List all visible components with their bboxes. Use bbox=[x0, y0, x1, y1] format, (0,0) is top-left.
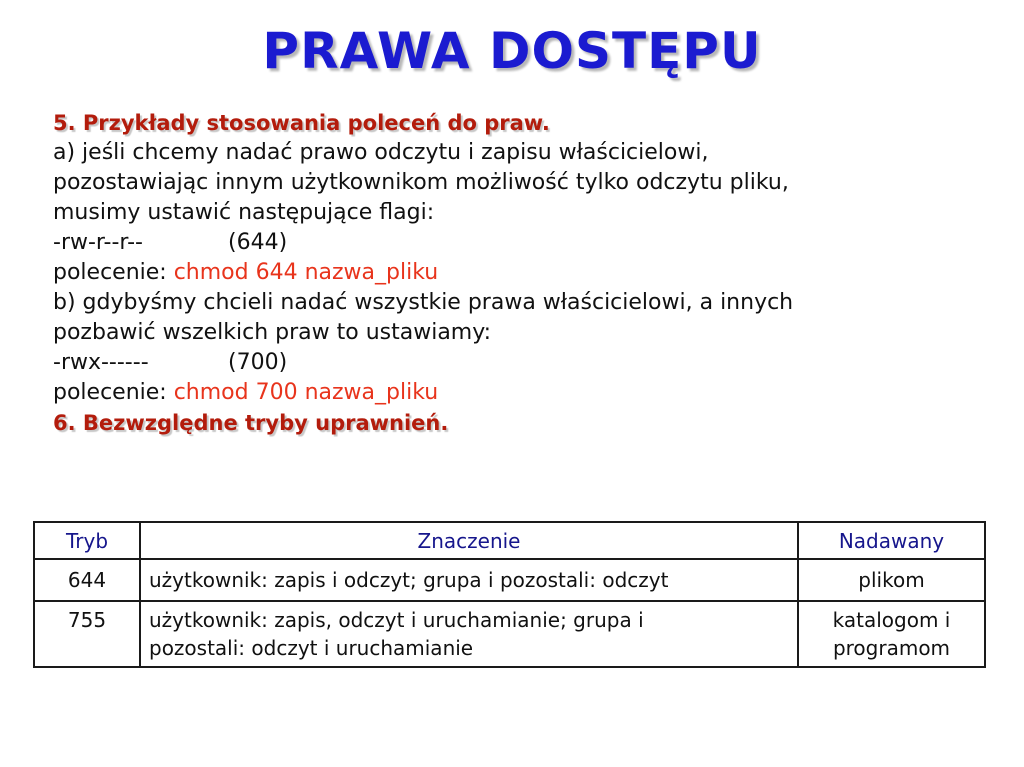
text-line: b) gdybyśmy chcieli nadać wszystkie prawa właścicielowi, a innych bbox=[53, 290, 794, 315]
octal-value: (644) bbox=[228, 230, 288, 255]
section-heading-6: 6. Bezwzględne tryby uprawnień. bbox=[53, 411, 449, 435]
command-label: polecenie: bbox=[53, 260, 174, 285]
table-row bbox=[34, 601, 985, 667]
flags-line-2 bbox=[53, 348, 993, 378]
cell-assigned-line: katalogom i bbox=[832, 608, 951, 632]
section-heading-5: 5. Przykłady stosowania poleceń do praw. bbox=[53, 111, 550, 135]
table-header-row bbox=[34, 522, 985, 559]
header-assigned: Nadawany bbox=[798, 522, 985, 559]
command-text: chmod 644 nazwa_pliku bbox=[173, 260, 439, 285]
flags-line-1 bbox=[53, 228, 993, 258]
cell-mode: 644 bbox=[34, 559, 140, 601]
permissions-table bbox=[33, 521, 986, 668]
cell-meaning: użytkownik: zapis i odczyt; grupa i pozostali: odczyt bbox=[140, 559, 798, 601]
cell-meaning bbox=[140, 601, 798, 667]
cell-meaning-line: pozostali: odczyt i uruchamianie bbox=[149, 636, 474, 660]
cell-mode: 755 bbox=[34, 601, 140, 667]
cell-assigned: plikom bbox=[798, 559, 985, 601]
header-mode: Tryb bbox=[34, 522, 140, 559]
command-line-1 bbox=[53, 258, 993, 288]
slide-body bbox=[53, 108, 993, 438]
text-line: a) jeśli chcemy nadać prawo odczytu i zapisu właścicielowi, bbox=[53, 140, 709, 165]
text-line: pozbawić wszelkich praw to ustawiamy: bbox=[53, 320, 492, 345]
header-meaning: Znaczenie bbox=[140, 522, 798, 559]
flags-value: -rwx------ bbox=[53, 350, 149, 375]
text-line: pozostawiając innym użytkownikom możliwość tylko odczytu pliku, bbox=[53, 170, 789, 195]
table-row bbox=[34, 559, 985, 601]
flags-value: -rw-r--r-- bbox=[53, 230, 143, 255]
cell-assigned bbox=[798, 601, 985, 667]
command-label: polecenie: bbox=[53, 380, 174, 405]
slide-title: PRAWA DOSTĘPU bbox=[262, 22, 762, 80]
text-line: musimy ustawić następujące flagi: bbox=[53, 200, 435, 225]
cell-assigned-line: programom bbox=[832, 636, 951, 660]
cell-meaning-line: użytkownik: zapis, odczyt i uruchamianie; grupa i bbox=[149, 608, 644, 632]
octal-value: (700) bbox=[228, 350, 288, 375]
command-text: chmod 700 nazwa_pliku bbox=[173, 380, 439, 405]
command-line-2 bbox=[53, 378, 993, 408]
